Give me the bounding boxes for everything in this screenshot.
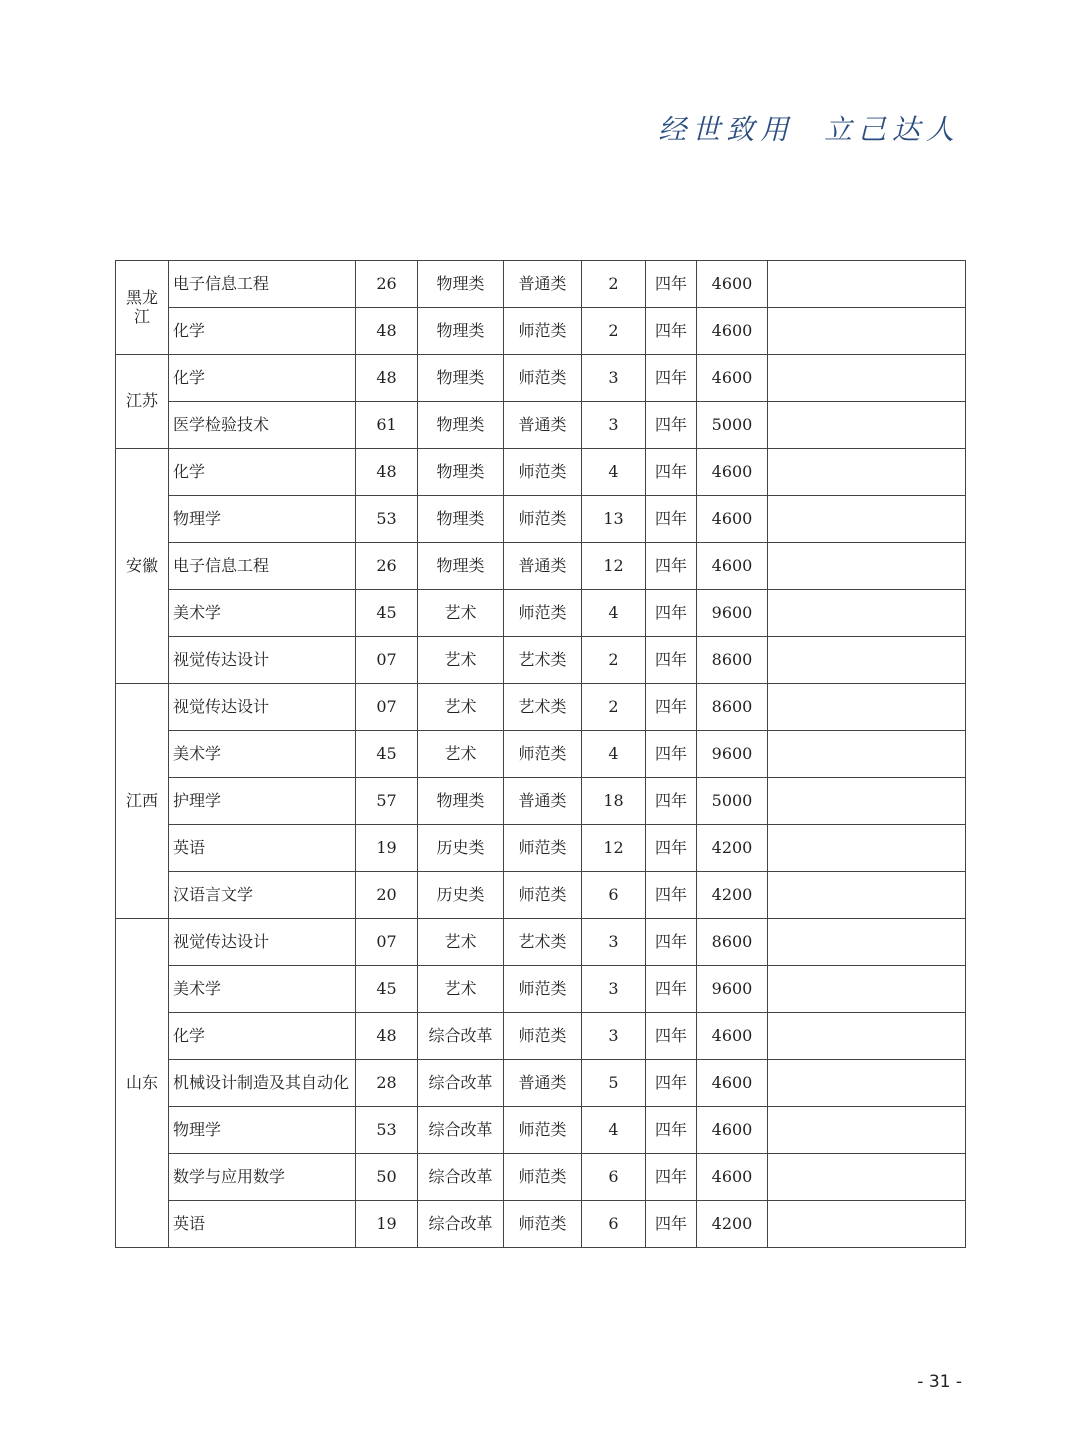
table-row [116,731,966,778]
note-cell [768,1013,966,1060]
subject-category-cell: 物理类 [418,778,504,825]
major-cell: 美术学 [169,966,356,1013]
duration-cell: 四年 [646,402,697,449]
duration-cell: 四年 [646,684,697,731]
code-cell: 07 [356,684,418,731]
table-row [116,778,966,825]
program-type-cell: 师范类 [504,308,582,355]
note-cell [768,496,966,543]
tuition-cell: 8600 [697,919,768,966]
program-type-cell: 艺术类 [504,919,582,966]
table-row [116,1107,966,1154]
note-cell [768,402,966,449]
major-cell: 美术学 [169,731,356,778]
quota-cell: 2 [582,684,646,731]
tuition-cell: 8600 [697,684,768,731]
code-cell: 45 [356,590,418,637]
tuition-cell: 4600 [697,1060,768,1107]
quota-cell: 3 [582,402,646,449]
program-type-cell: 艺术类 [504,637,582,684]
tuition-cell: 4600 [697,261,768,308]
code-cell: 26 [356,543,418,590]
table-row [116,1060,966,1107]
quota-cell: 2 [582,637,646,684]
duration-cell: 四年 [646,731,697,778]
note-cell [768,308,966,355]
program-type-cell: 普通类 [504,261,582,308]
tuition-cell: 4200 [697,1201,768,1248]
subject-category-cell: 综合改革 [418,1060,504,1107]
note-cell [768,261,966,308]
tuition-cell: 4600 [697,355,768,402]
subject-category-cell: 综合改革 [418,1154,504,1201]
quota-cell: 2 [582,308,646,355]
code-cell: 48 [356,449,418,496]
subject-category-cell: 物理类 [418,261,504,308]
subject-category-cell: 物理类 [418,355,504,402]
tuition-cell: 5000 [697,402,768,449]
tuition-cell: 4600 [697,308,768,355]
duration-cell: 四年 [646,1201,697,1248]
quota-cell: 5 [582,1060,646,1107]
table-row [116,825,966,872]
table-row [116,1154,966,1201]
major-cell: 物理学 [169,496,356,543]
code-cell: 53 [356,496,418,543]
major-cell: 数学与应用数学 [169,1154,356,1201]
tuition-cell: 4200 [697,825,768,872]
tuition-cell: 4200 [697,872,768,919]
tuition-cell: 9600 [697,590,768,637]
program-type-cell: 艺术类 [504,684,582,731]
code-cell: 48 [356,355,418,402]
table-row [116,684,966,731]
note-cell [768,966,966,1013]
subject-category-cell: 物理类 [418,449,504,496]
code-cell: 61 [356,402,418,449]
quota-cell: 4 [582,449,646,496]
program-type-cell: 师范类 [504,496,582,543]
program-type-cell: 普通类 [504,1060,582,1107]
note-cell [768,1201,966,1248]
duration-cell: 四年 [646,778,697,825]
duration-cell: 四年 [646,1013,697,1060]
major-cell: 美术学 [169,590,356,637]
code-cell: 45 [356,731,418,778]
quota-cell: 3 [582,1013,646,1060]
table-row [116,355,966,402]
table-row [116,1201,966,1248]
subject-category-cell: 综合改革 [418,1107,504,1154]
subject-category-cell: 艺术 [418,919,504,966]
note-cell [768,543,966,590]
duration-cell: 四年 [646,1154,697,1201]
province-cell: 山东 [116,919,169,1248]
subject-category-cell: 综合改革 [418,1013,504,1060]
program-type-cell: 师范类 [504,355,582,402]
major-cell: 电子信息工程 [169,543,356,590]
subject-category-cell: 物理类 [418,496,504,543]
duration-cell: 四年 [646,449,697,496]
tuition-cell: 4600 [697,1107,768,1154]
quota-cell: 12 [582,825,646,872]
duration-cell: 四年 [646,1060,697,1107]
tuition-cell: 9600 [697,731,768,778]
major-cell: 视觉传达设计 [169,684,356,731]
table-row [116,496,966,543]
tuition-cell: 4600 [697,543,768,590]
table-row [116,543,966,590]
major-cell: 化学 [169,1013,356,1060]
code-cell: 07 [356,637,418,684]
duration-cell: 四年 [646,355,697,402]
quota-cell: 6 [582,1201,646,1248]
quota-cell: 6 [582,1154,646,1201]
quota-cell: 4 [582,1107,646,1154]
duration-cell: 四年 [646,825,697,872]
program-type-cell: 师范类 [504,449,582,496]
major-cell: 汉语言文学 [169,872,356,919]
note-cell [768,355,966,402]
major-cell: 化学 [169,308,356,355]
tuition-cell: 4600 [697,1154,768,1201]
province-cell: 江西 [116,684,169,919]
tuition-cell: 4600 [697,449,768,496]
enrollment-plan-table [115,260,966,1248]
note-cell [768,1060,966,1107]
quota-cell: 2 [582,261,646,308]
code-cell: 50 [356,1154,418,1201]
subject-category-cell: 物理类 [418,543,504,590]
program-type-cell: 师范类 [504,825,582,872]
table-row [116,1013,966,1060]
province-cell: 安徽 [116,449,169,684]
major-cell: 化学 [169,355,356,402]
page-motto: 经世致用 立己达人 [658,113,960,146]
program-type-cell: 师范类 [504,966,582,1013]
quota-cell: 6 [582,872,646,919]
note-cell [768,590,966,637]
quota-cell: 3 [582,355,646,402]
note-cell [768,778,966,825]
tuition-cell: 8600 [697,637,768,684]
duration-cell: 四年 [646,261,697,308]
page-number: - 31 - [917,1372,962,1392]
major-cell: 电子信息工程 [169,261,356,308]
code-cell: 07 [356,919,418,966]
tuition-cell: 9600 [697,966,768,1013]
note-cell [768,684,966,731]
duration-cell: 四年 [646,637,697,684]
duration-cell: 四年 [646,919,697,966]
major-cell: 视觉传达设计 [169,637,356,684]
major-cell: 英语 [169,1201,356,1248]
major-cell: 视觉传达设计 [169,919,356,966]
quota-cell: 4 [582,590,646,637]
subject-category-cell: 艺术 [418,966,504,1013]
program-type-cell: 师范类 [504,1201,582,1248]
note-cell [768,1107,966,1154]
tuition-cell: 5000 [697,778,768,825]
quota-cell: 18 [582,778,646,825]
subject-category-cell: 艺术 [418,637,504,684]
quota-cell: 3 [582,919,646,966]
note-cell [768,919,966,966]
program-type-cell: 师范类 [504,590,582,637]
table-row [116,402,966,449]
program-type-cell: 师范类 [504,872,582,919]
tuition-cell: 4600 [697,496,768,543]
subject-category-cell: 物理类 [418,402,504,449]
duration-cell: 四年 [646,872,697,919]
program-type-cell: 师范类 [504,1107,582,1154]
table-row [116,449,966,496]
subject-category-cell: 历史类 [418,825,504,872]
duration-cell: 四年 [646,308,697,355]
code-cell: 26 [356,261,418,308]
code-cell: 53 [356,1107,418,1154]
program-type-cell: 普通类 [504,402,582,449]
quota-cell: 3 [582,966,646,1013]
code-cell: 48 [356,1013,418,1060]
code-cell: 19 [356,1201,418,1248]
table-row [116,590,966,637]
subject-category-cell: 艺术 [418,684,504,731]
note-cell [768,872,966,919]
program-type-cell: 师范类 [504,1013,582,1060]
note-cell [768,825,966,872]
code-cell: 19 [356,825,418,872]
duration-cell: 四年 [646,496,697,543]
major-cell: 英语 [169,825,356,872]
major-cell: 护理学 [169,778,356,825]
major-cell: 医学检验技术 [169,402,356,449]
subject-category-cell: 物理类 [418,308,504,355]
note-cell [768,1154,966,1201]
quota-cell: 4 [582,731,646,778]
code-cell: 28 [356,1060,418,1107]
program-type-cell: 普通类 [504,543,582,590]
subject-category-cell: 综合改革 [418,1201,504,1248]
province-cell: 黑龙江 [116,261,169,355]
code-cell: 57 [356,778,418,825]
note-cell [768,449,966,496]
subject-category-cell: 艺术 [418,590,504,637]
major-cell: 化学 [169,449,356,496]
table-row [116,261,966,308]
major-cell: 物理学 [169,1107,356,1154]
code-cell: 20 [356,872,418,919]
code-cell: 45 [356,966,418,1013]
duration-cell: 四年 [646,1107,697,1154]
note-cell [768,731,966,778]
program-type-cell: 师范类 [504,731,582,778]
subject-category-cell: 历史类 [418,872,504,919]
duration-cell: 四年 [646,590,697,637]
program-type-cell: 师范类 [504,1154,582,1201]
quota-cell: 12 [582,543,646,590]
province-cell: 江苏 [116,355,169,449]
duration-cell: 四年 [646,543,697,590]
table-row [116,966,966,1013]
table-row [116,919,966,966]
table-row [116,872,966,919]
program-type-cell: 普通类 [504,778,582,825]
table-row [116,637,966,684]
note-cell [768,637,966,684]
code-cell: 48 [356,308,418,355]
duration-cell: 四年 [646,966,697,1013]
subject-category-cell: 艺术 [418,731,504,778]
table-row [116,308,966,355]
tuition-cell: 4600 [697,1013,768,1060]
major-cell: 机械设计制造及其自动化 [169,1060,356,1107]
quota-cell: 13 [582,496,646,543]
